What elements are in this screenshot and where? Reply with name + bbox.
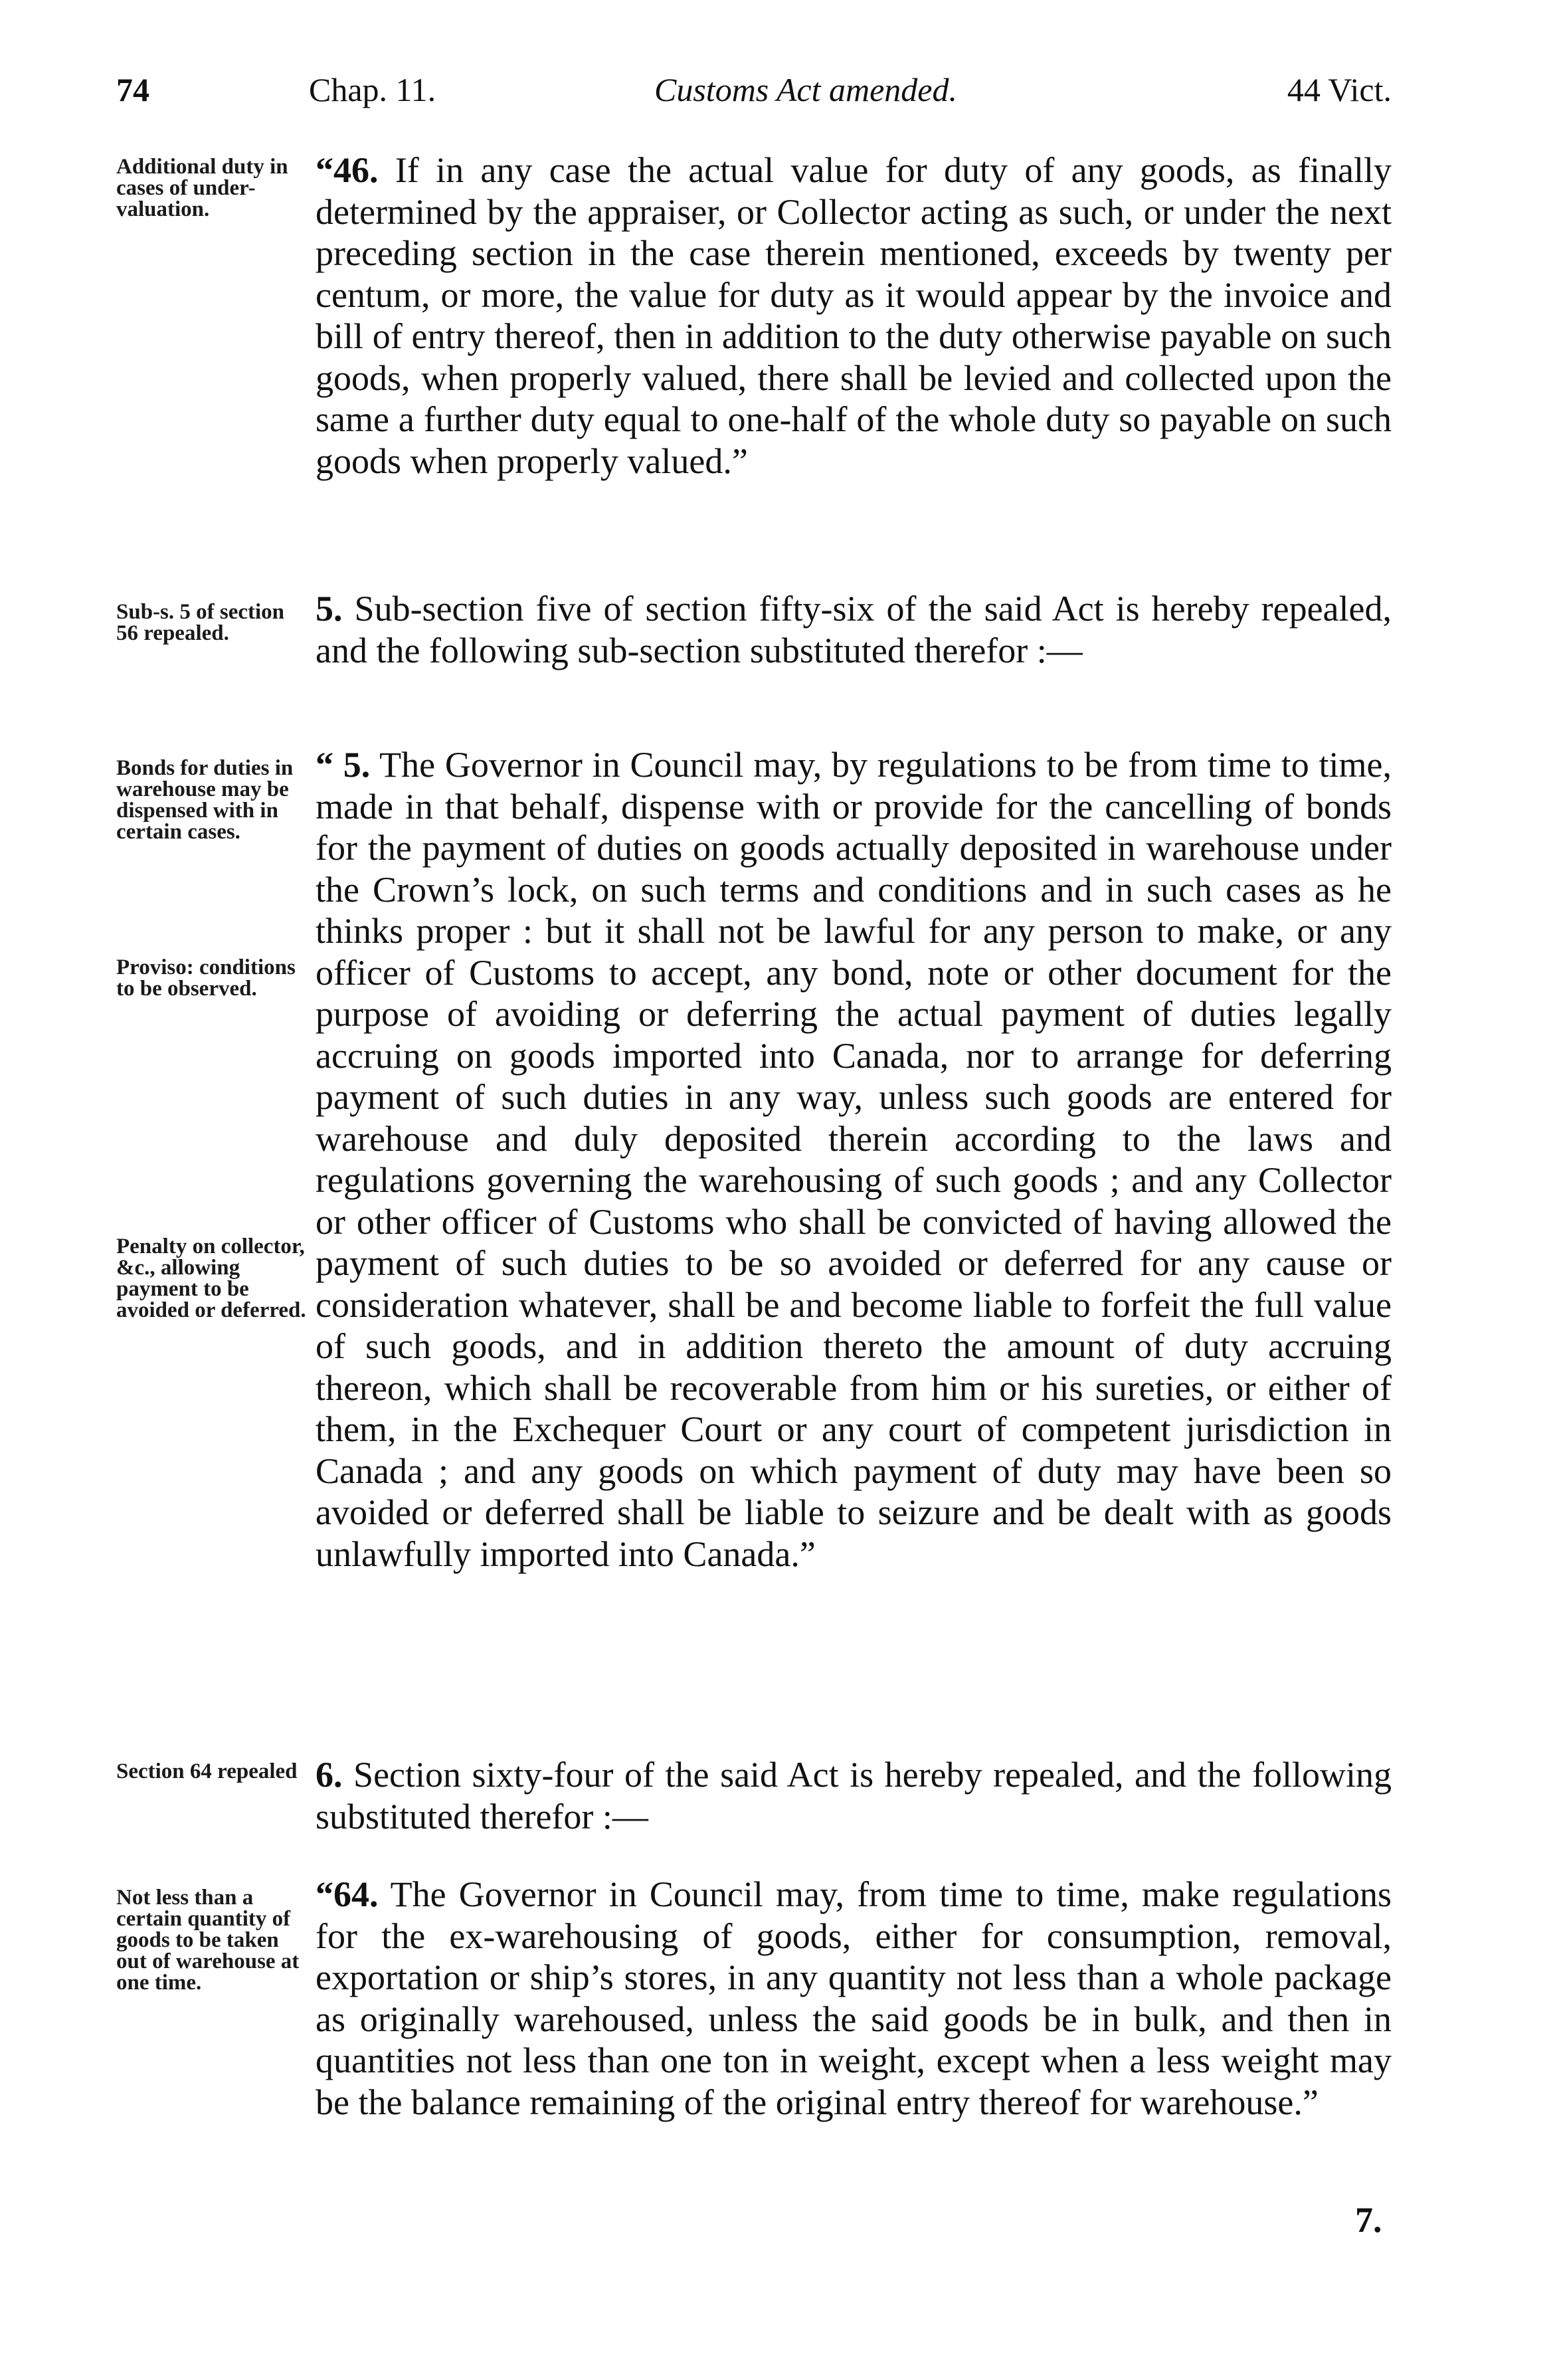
section-46 [116, 149, 1392, 561]
margin-note-proviso: Proviso: conditions to be observed. [116, 955, 296, 1001]
running-title: Customs Act amended. [654, 71, 957, 108]
margin-note: Section 64 repealed [116, 1759, 298, 1783]
margin-note-bonds: Bonds for duties in warehouse may be dispensed with in certain cases. [116, 756, 294, 844]
section-number: “ 5. [316, 745, 371, 785]
section-text: The Governor in Council may, by regulations to be from time to time, made in that behalf, dispense with or provide for the cancelling of bonds for the payment of duties on goods actually deposited in warehouse under the Crown’s lock, on such terms and conditions and in such cases as he thinks proper : but it shall not be lawful for any person to make, or any officer of Customs to accept, any bond, note or other document for the purpose of avoiding or deferring the actual payment of duties legally accruing on goods imported into Canada, nor to arrange for deferring payment of such duties in any way, unless such goods are entered for warehouse and duly deposited therein according to the laws and regulations governing the warehousing of such goods ; and any Collector or other officer of Customs who shall be convicted of having allowed the payment of such duties to be so avoided or deferred for any cause or consideration whatever, shall be and become liable to forfeit the full value of such goods, and in addition thereto the amount of duty accruing thereon, which shall be recoverable from him or his sureties, or either of them, in the Exchequer Court or any court of competent jurisdiction in Canada ; and any goods on which payment of duty may have been so avoided or deferred shall be liable to seizure and be dealt with as goods unlawfully imported into Canada.” [316, 745, 1392, 1574]
margin-note: Not less than a certain quantity of goods to be taken out of warehouse at one time. [116, 1886, 300, 1995]
margin-note: Sub-s. 5 of section 56 repealed. [116, 600, 285, 645]
page-number: 74 [116, 71, 149, 108]
section-number: 5. [316, 589, 343, 629]
section-paragraph [316, 588, 1392, 671]
section-number: “46. [316, 150, 379, 190]
section-number: “64. [316, 1874, 379, 1914]
section-5 [116, 588, 1392, 721]
section-paragraph [316, 149, 1392, 482]
section-64 [116, 1874, 1392, 2193]
running-header [116, 66, 1392, 113]
section-text: The Governor in Council may, from time to time, make regulations for the ex-warehousing of goods, either for consumption, removal, exportation or ship’s stores, in any quantity not less than a whole package as originally warehoused, unless the said goods be in bulk, and then in quantities not less than one ton in weight, except when a less weight may be the balance remaining of the original entry thereof for warehouse.” [316, 1874, 1392, 2122]
section-paragraph [316, 744, 1392, 1575]
margin-note: Additional duty in cases of under-valuation. [116, 155, 288, 221]
section-text: If in any case the actual value for duty of any goods, as finally determined by the appraiser, or Collector acting as such, or under the next preceding section in the case therein mentioned, exceeds by twenty per centum, or more, the value for duty as it would appear by the invoice and bill of entry thereof, then in addition to the duty otherwise payable on such goods, when properly valued, there shall be levied and collected upon the same a further duty equal to one-half of the whole duty so payable on such goods when properly valued.” [316, 150, 1392, 481]
section-text: Sub-section five of section fifty-six of the said Act is hereby repealed, and the following sub-section substituted therefor :— [316, 589, 1392, 670]
regnal-year: 44 Vict. [1287, 71, 1392, 108]
subsection-5-substituted [116, 744, 1392, 1721]
section-text: Section sixty-four of the said Act is hereby repealed, and the following substituted therefor :— [316, 1755, 1392, 1836]
chapter-label: Chap. 11. [309, 71, 436, 108]
section-paragraph [316, 1754, 1392, 1837]
catchword: 7. [1355, 2200, 1382, 2240]
section-6 [116, 1754, 1392, 1840]
margin-note-penalty: Penalty on collector, &c., allowing payment to be avoided or deferred. [116, 1235, 306, 1322]
section-number: 6. [316, 1755, 343, 1795]
section-paragraph [316, 1874, 1392, 2123]
